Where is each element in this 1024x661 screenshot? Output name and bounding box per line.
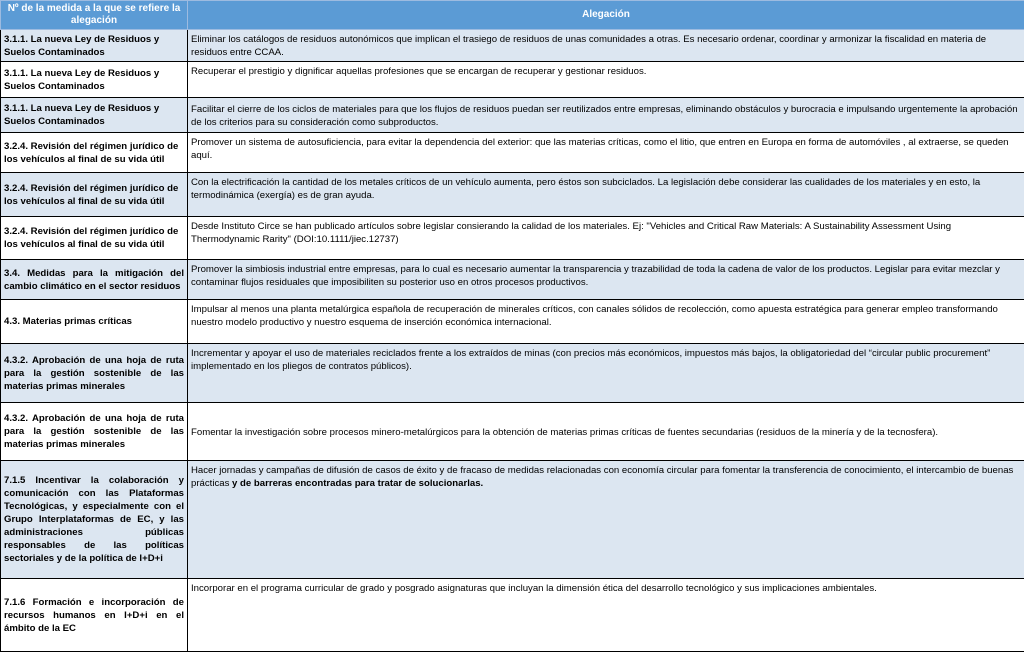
allegation-cell: Facilitar el cierre de los ciclos de materiales para que los flujos de residuos puedan ser reutilizados entre empresas, eliminando obstáculos y burocracia e impulsando urgentemente la aprobación de los criterios para su consideración como subproductos. [188, 98, 1024, 133]
allegation-cell: Desde Instituto Circe se han publicado artículos sobre legislar consierando la calidad de los materiales. Ej: "Vehicles and Critical Raw Materials: A Sustainability Assessment Using Thermodynamic Rarity" (DOI:10.1111/jiec.12737) [188, 217, 1024, 260]
header-measure: Nº de la medida a la que se refiere la alegación [1, 1, 188, 30]
table-row [1, 217, 1024, 260]
table-row [1, 173, 1024, 217]
allegation-cell: Con la electrificación la cantidad de los metales críticos de un vehículo aumenta, pero éstos son subciclados. La legislación debe considerar las cualidades de los materiales y en esto, la termodinámica (exergía) es de gran ayuda. [188, 173, 1024, 217]
allegation-cell: Promover la simbiosis industrial entre empresas, para lo cual es necesario aumentar la transparencia y trazabilidad de toda la cadena de valor de los productos. Legislar para evitar mezclar y contaminar flujos residuales que imposibiliten su posterior uso en otros procesos productivos. [188, 260, 1024, 300]
table-row [1, 300, 1024, 344]
table-row [1, 403, 1024, 461]
table-row [1, 579, 1024, 652]
measure-cell: 3.2.4. Revisión del régimen jurídico de los vehículos al final de su vida útil [1, 217, 188, 260]
table-row [1, 62, 1024, 98]
table-row [1, 133, 1024, 173]
allegation-cell: Impulsar al menos una planta metalúrgica española de recuperación de minerales críticos, con canales sólidos de recolección, como apuesta estratégica para generar empleo transformando nuestro modelo productivo y nuestro esquema de inserción económica internacional. [188, 300, 1024, 344]
allegation-text: Hacer jornadas y campañas de difusión de casos de éxito y de fracaso de medidas relacionadas con economía circular para fomentar la transferencia de conocimiento, el intercambio de buenas prácticas [191, 465, 1014, 489]
header-allegation: Alegación [188, 1, 1024, 30]
allegation-cell: Recuperar el prestigio y dignificar aquellas profesiones que se encargan de recuperar y gestionar residuos. [188, 62, 1024, 98]
table-row [1, 344, 1024, 403]
table-row [1, 260, 1024, 300]
measure-cell: 3.1.1. La nueva Ley de Residuos y Suelos Contaminados [1, 98, 188, 133]
measure-cell: 4.3. Materias primas críticas [1, 300, 188, 344]
allegation-cell: Eliminar los catálogos de residuos autonómicos que implican el trasiego de residuos de unas comunidades a otras. Es necesario ordenar, coordinar y armonizar la fiscalidad en materia de residuos entre CCAA. [188, 30, 1024, 62]
table-row [1, 98, 1024, 133]
allegation-cell: Promover un sistema de autosuficiencia, para evitar la dependencia del exterior: que las materias críticas, como el litio, que entren en Europa en forma de automóviles , al extraerse, se queden aquí. [188, 133, 1024, 173]
table-row [1, 461, 1024, 579]
allegation-cell: Incorporar en el programa curricular de grado y posgrado asignaturas que incluyan la dimensión ética del desarrollo tecnológico y sus implicaciones ambientales. [188, 579, 1024, 652]
table-row [1, 30, 1024, 62]
measure-cell: 7.1.5 Incentivar la colaboración y comunicación con las Plataformas Tecnológicas, y especialmente con el Grupo Interplataformas de EC, y las administraciones públicas responsables de las políticas sectoriales y de la política de I+D+i [1, 461, 188, 579]
measure-cell: 3.4. Medidas para la mitigación del cambio climático en el sector residuos [1, 260, 188, 300]
measure-cell: 7.1.6 Formación e incorporación de recursos humanos en I+D+i en el ámbito de la EC [1, 579, 188, 652]
allegation-cell: Incrementar y apoyar el uso de materiales reciclados frente a los extraídos de minas (con precios más económicos, impuestos más bajos, la obligatoriedad del “circular public procurement” implementado en los pliegos de contratos públicos). [188, 344, 1024, 403]
allegation-bold-text: y de barreras encontradas para tratar de solucionarlas. [229, 478, 484, 489]
allegation-cell: Fomentar la investigación sobre procesos minero-metalúrgicos para la obtención de materias primas críticas de fuentes secundarias (residuos de la minería y de la tecnosfera). [188, 403, 1024, 461]
measure-cell: 4.3.2. Aprobación de una hoja de ruta para la gestión sostenible de las materias primas minerales [1, 403, 188, 461]
allegation-cell [188, 461, 1024, 579]
measure-cell: 3.2.4. Revisión del régimen jurídico de los vehículos al final de su vida útil [1, 173, 188, 217]
header-row [1, 1, 1024, 30]
measure-cell: 3.2.4. Revisión del régimen jurídico de los vehículos al final de su vida útil [1, 133, 188, 173]
measure-cell: 3.1.1. La nueva Ley de Residuos y Suelos Contaminados [1, 30, 188, 62]
measure-cell: 3.1.1. La nueva Ley de Residuos y Suelos Contaminados [1, 62, 188, 98]
measure-cell: 4.3.2. Aprobación de una hoja de ruta para la gestión sostenible de las materias primas minerales [1, 344, 188, 403]
